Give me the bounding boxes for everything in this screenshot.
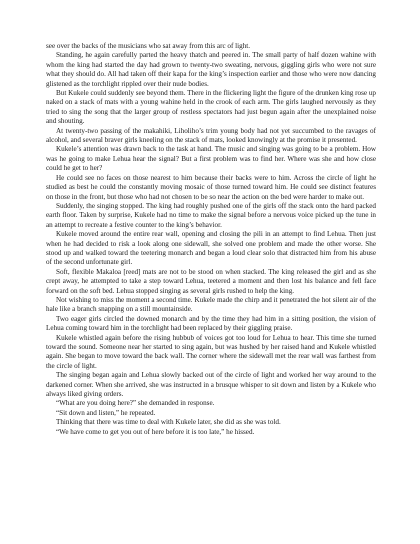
paragraph-14: “What are you doing here?” she demanded in response. <box>56 399 215 408</box>
paragraph-15: “Sit down and listen,” he repeated. <box>56 408 156 417</box>
paragraph-13: The singing began again and Lehua slowly backed out of the circle of light and worked her way around to the darkened corner. When she arrived, she was instructed in a brusque whisper to sit down and listen by a Kukele who always liked giving orders. <box>46 371 376 399</box>
paragraph-3: But Kukele could suddenly see beyond them. There in the flickering light the figure of the drunken king rose up naked on a stack of mats with a young wahine held in the crook of each arm. The girls laughed nervously as they tried to sing the song that the larger group of restless spectators had just begun again after the unexplained noise and shouting. <box>46 89 376 126</box>
paragraph-16: Thinking that there was time to deal with Kukele later, she did as she was told. <box>56 418 281 427</box>
paragraph-7: Suddenly, the singing stopped. The king had roughly pushed one of the girls off the stack onto the hard packed earth floor. Taken by surprise, Kukele had no time to make the signal before a nervous voice picked up the tune in an attempt to recreate a festive counter to the king’s behavior. <box>46 201 376 229</box>
paragraph-4: At twenty-two passing of the makahiki, Liholiho’s trim young body had not yet succumbed to the ravages of alcohol, and several braver girls kneeling on the stack of mats, looked knowingly at the promise it presented. <box>46 126 376 145</box>
paragraph-2: Standing, he again carefully parted the heavy thatch and peered in. The small party of half dozen wahine with whom the king had started the day had grown to twenty-two sweating, nervous, giggling girls who were not sure what they should do. All had taken off their kapa for the king’s inspection earlier and those who were now dancing glistened as the torchlight rippled over their nude bodies. <box>46 51 376 88</box>
paragraph-12: Kukele whistled again before the rising hubbub of voices got too loud for Lehua to hear. This time she turned toward the sound. Someone near her started to sing again, but was hushed by her raised hand and Kukele whistled again. She began to move toward the back wall. The corner where the sidewall met the rear wall was farthest from the circle of light. <box>46 333 376 370</box>
paragraph-1: see over the backs of the musicians who sat away from this arc of light. <box>46 42 251 50</box>
paragraph-11: Two eager girls circled the downed monarch and by the time they had him in a sitting position, the vision of Lehua coming toward him in the torchlight had been replaced by their giggling praise. <box>46 314 376 333</box>
paragraph-6: He could see no faces on those nearest to him because their backs were to him. Across the circle of light he studied as best he could the constantly moving mosaic of those turned toward him. He could see distinct features on those in the front, but those who had not chosen to be so near the action on the bed were harder to make out. <box>46 173 376 201</box>
paragraph-5: Kukele’s attention was drawn back to the task at hand. The music and singing was going to be a problem. How was he going to make Lehua hear the signal? But a first problem was to find her. Where was she and how close could he get to her? <box>46 145 376 173</box>
paragraph-10: Not wishing to miss the moment a second time. Kukele made the chirp and it penetrated the hot silent air of the hale like a branch snapping on a still mountainside. <box>46 295 376 314</box>
paragraph-8: Kukele moved around the entire rear wall, opening and closing the pili in an attempt to find Lehua. Then just when he had decided to risk a look along one sidewall, she solved one problem and made the other worse. She stood up and walked toward the teetering monarch and began a loud clear solo that distracted him from his abuse of the second unfortunate girl. <box>46 230 376 267</box>
paragraph-17: “We have come to get you out of here before it is too late,” he hissed. <box>56 427 255 436</box>
body-text <box>46 42 376 437</box>
paragraph-9: Soft, flexible Makaloa [reed] mats are not to be stood on when stacked. The king released the girl and as she crept away, he attempted to take a step toward Lehua, teetered a moment and then lost his balance and fell face forward on the soft bed. Lehua stopped singing as several girls rushed to help the king. <box>46 267 376 295</box>
